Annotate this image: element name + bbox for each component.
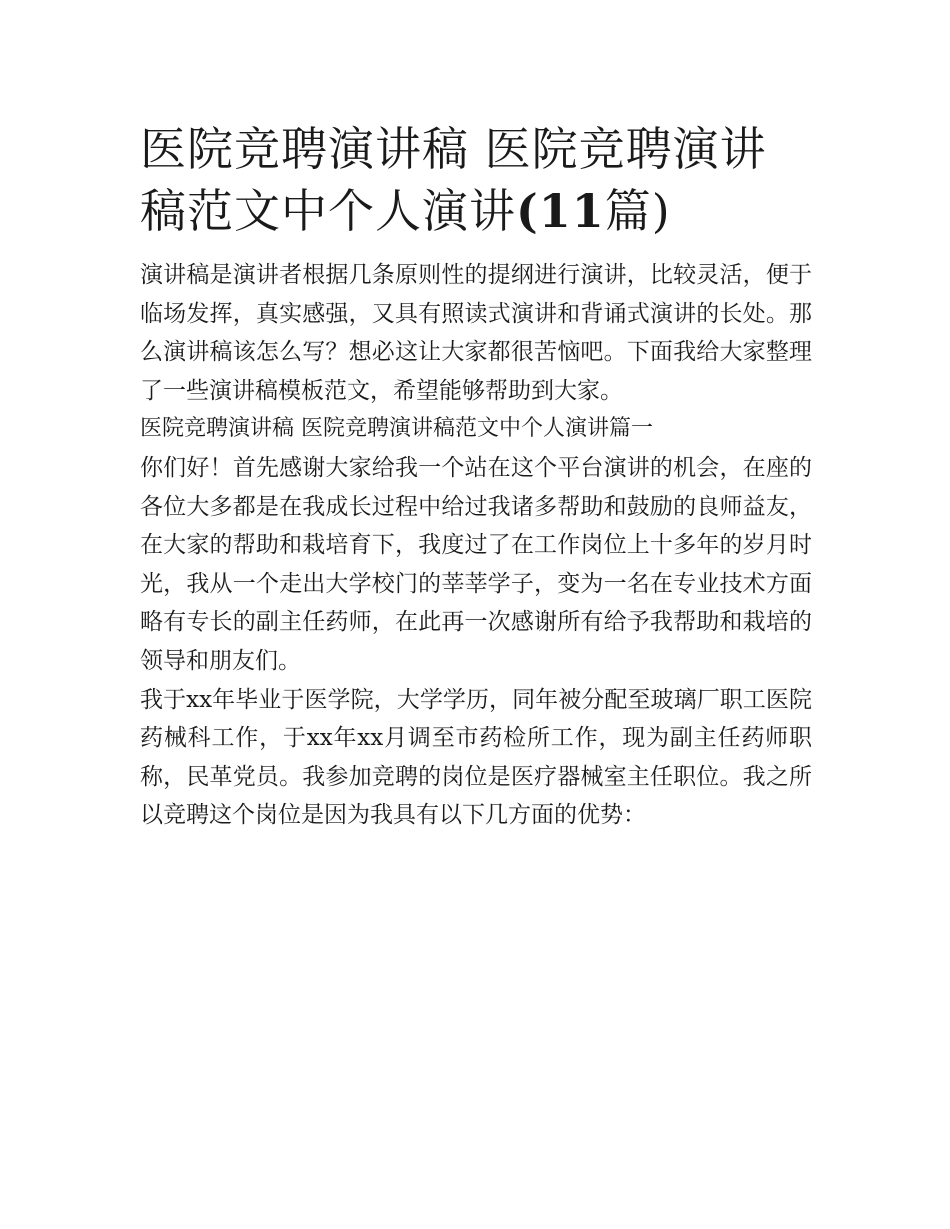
intro-paragraph: 演讲稿是演讲者根据几条原则性的提纲进行演讲，比较灵活，便于临场发挥，真实感强，又具有照读式演讲和背诵式演讲的长处。那么演讲稿该怎么写？想必这让大家都很苦恼吧。下面我给大家整理了一些演讲稿模板范文，希望能够帮助到大家。 <box>140 262 812 404</box>
document-body <box>140 118 812 835</box>
body-paragraph: 我于xx年毕业于医学院，大学学历，同年被分配至玻璃厂职工医院药械科工作，于xx年xx月调至市药检所工作，现为副主任药师职称，民革党员。我参加竞聘的岗位是医疗器械室主任职位。我之所以竞聘这个岗位是因为我具有以下几方面的优势： <box>140 686 812 829</box>
body-paragraph: 你们好！首先感谢大家给我一个站在这个平台演讲的机会，在座的各位大多都是在我成长过程中给过我诸多帮助和鼓励的良师益友，在大家的帮助和栽培育下，我度过了在工作岗位上十多年的岁月时光，我从一个走出大学校门的莘莘学子，变为一名在专业技术方面略有专长的副主任药师，在此再一次感谢所有给予我帮助和栽培的领导和朋友们。 <box>140 454 812 674</box>
document-title: 医院竞聘演讲稿 医院竞聘演讲稿范文中个人演讲(11篇) <box>140 122 767 238</box>
section-heading: 医院竞聘演讲稿 医院竞聘演讲稿范文中个人演讲篇一 <box>140 416 653 442</box>
